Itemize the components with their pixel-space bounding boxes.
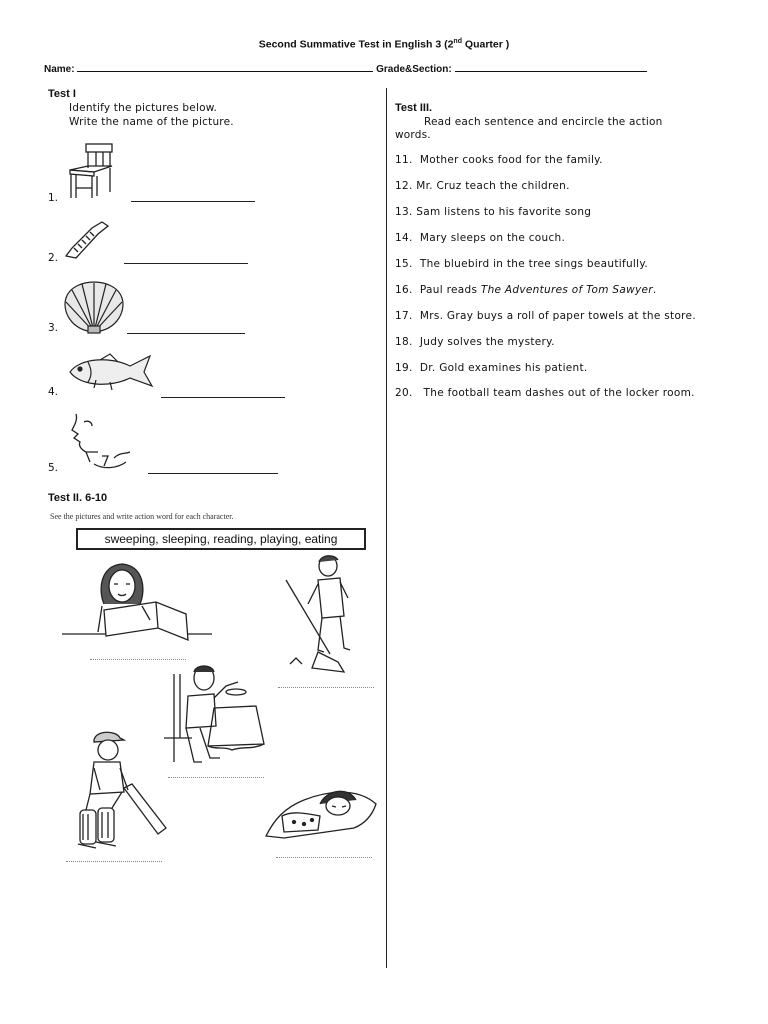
answer-line-5[interactable]: [148, 473, 278, 474]
grade-section-label: Grade&Section:: [376, 64, 452, 75]
name-blank[interactable]: [77, 62, 373, 72]
sentence-number: 14.: [395, 232, 413, 244]
sentence-item-17: [395, 310, 696, 322]
test1-item-number: 4.: [48, 386, 59, 398]
sentence-number: 20.: [395, 387, 413, 399]
title-end: Quarter ): [461, 38, 510, 51]
girl-sleeping-icon: [264, 780, 380, 844]
sentence-number: 12.: [395, 180, 413, 192]
sentence-number: 15.: [395, 258, 413, 270]
chair-icon: [66, 142, 116, 200]
answer-line-4[interactable]: [161, 397, 285, 398]
test1-item-number: 2.: [48, 252, 59, 264]
sentence-tail: .: [652, 284, 657, 296]
sentence-item-11: [395, 154, 603, 166]
sentence-text: The football team dashes out of the locker room.: [423, 387, 695, 399]
sentence-item-19: [395, 362, 588, 374]
word-bank-box: sweeping, sleeping, reading, playing, eating: [76, 528, 366, 550]
boy-eating-icon: [164, 662, 274, 768]
name-label: Name:: [44, 64, 75, 75]
answer-line-2[interactable]: [124, 263, 248, 264]
sentence-number: 16.: [395, 284, 413, 296]
boy-sweeping-icon: [282, 554, 372, 672]
sentence-number: 17.: [395, 310, 413, 322]
sentence-item-12: [395, 180, 570, 192]
sentence-item-20: [395, 387, 695, 399]
answer-line-sleeping[interactable]: [276, 857, 372, 858]
sentence-number: 13.: [395, 206, 413, 218]
shell-icon: [60, 280, 128, 334]
test1-item-number: 1.: [48, 192, 59, 204]
test1-item-number: 3.: [48, 322, 59, 334]
sentence-text: Mary sleeps on the couch.: [419, 232, 566, 244]
sentence-text: Paul reads: [419, 284, 481, 296]
test1-instruction-2: Write the name of the picture.: [69, 116, 234, 128]
sentence-text: Dr. Gold examines his patient.: [419, 362, 588, 374]
comb-icon: [62, 218, 110, 262]
book-title: The Adventures of Tom Sawyer: [480, 284, 653, 296]
sentence-item-18: [395, 336, 555, 348]
title-superscript: nd: [453, 38, 462, 45]
nose-face-icon: [64, 412, 132, 472]
grade-section-blank[interactable]: [455, 62, 647, 72]
sentence-text: Mother cooks food for the family.: [419, 154, 603, 166]
sentence-item-14: [395, 232, 565, 244]
test2-instruction: See the pictures and write action word for each character.: [50, 512, 234, 521]
answer-line-eating[interactable]: [168, 777, 264, 778]
test3-title: Test III.: [395, 102, 433, 114]
test1-instruction-1: Identify the pictures below.: [69, 102, 218, 114]
test1-title: Test I: [48, 88, 76, 100]
fish-icon: [66, 352, 154, 392]
sentence-text: Mr. Cruz teach the children.: [416, 180, 570, 192]
sentence-text: Sam listens to his favorite song: [416, 206, 592, 218]
sentence-item-13: [395, 206, 591, 218]
column-divider: [386, 88, 387, 968]
test3-instruction-2: words.: [395, 129, 431, 141]
answer-line-reading[interactable]: [90, 659, 186, 660]
page-title: [0, 38, 768, 51]
sentence-text: Judy solves the mystery.: [419, 336, 555, 348]
sentence-text: The bluebird in the tree sings beautifully.: [419, 258, 649, 270]
title-text: Second Summative Test in English 3 (2: [258, 38, 454, 51]
answer-line-playing[interactable]: [66, 861, 162, 862]
boy-cricket-icon: [72, 728, 168, 850]
sentence-number: 11.: [395, 154, 413, 166]
sentence-number: 19.: [395, 362, 413, 374]
sentence-item-16: [395, 284, 657, 296]
test1-item-number: 5.: [48, 462, 59, 474]
girl-reading-icon: [62, 560, 214, 642]
name-grade-row: [44, 62, 724, 75]
answer-line-1[interactable]: [131, 201, 255, 202]
sentence-item-15: [395, 258, 648, 270]
test3-instruction-1: Read each sentence and encircle the action: [424, 116, 663, 128]
sentence-text: Mrs. Gray buys a roll of paper towels at the store.: [419, 310, 696, 322]
answer-line-3[interactable]: [127, 333, 245, 334]
sentence-number: 18.: [395, 336, 413, 348]
test2-title: Test II. 6-10: [48, 492, 108, 504]
answer-line-sweeping[interactable]: [278, 687, 374, 688]
